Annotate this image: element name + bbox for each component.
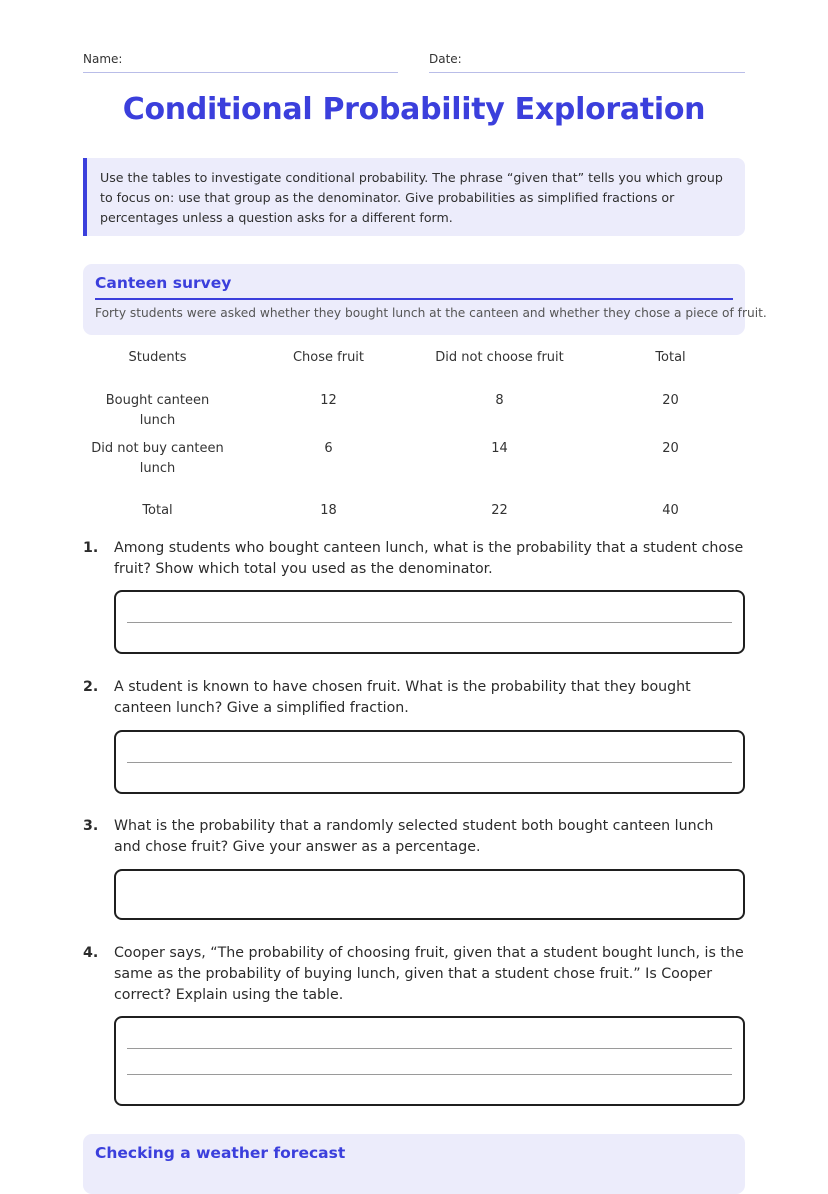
answer-line [127, 622, 732, 623]
answer-box-3[interactable] [114, 869, 745, 920]
question-text: A student is known to have chosen fruit. What is the probability that they bought canteen lunch? Give a simplified fraction. [114, 679, 691, 716]
table-cell: 8 [495, 393, 504, 408]
question-number: 4. [83, 945, 99, 961]
table-header-cell: Students [128, 350, 187, 365]
answer-box-2[interactable] [114, 730, 745, 794]
page-title: Conditional Probability Exploration [122, 92, 706, 127]
table-row [83, 383, 767, 431]
table-cell: 18 [320, 503, 337, 518]
name-label: Name: [83, 52, 123, 66]
two-way-table [83, 340, 767, 531]
table-header-cell: Did not choose fruit [435, 350, 564, 365]
date-field[interactable] [429, 52, 745, 73]
table-cell: 40 [662, 503, 679, 518]
question-text: Cooper says, “The probability of choosing fruit, given that a student bought lunch, is the same as the probability of buying lunch, given that a student chose fruit.” Is Cooper correct? Explain using the table. [114, 945, 744, 1003]
answer-line [127, 1048, 732, 1049]
section-canteen-survey [83, 264, 767, 335]
student-header [83, 52, 745, 73]
section-description: Forty students were asked whether they bought lunch at the canteen and whether they chose a piece of fruit. [95, 306, 767, 320]
answer-box-4[interactable] [114, 1016, 745, 1106]
table-row [83, 431, 767, 493]
table-cell: Did not buy canteen lunch [91, 441, 224, 476]
answer-line [127, 1074, 732, 1075]
name-field[interactable] [83, 52, 398, 73]
table-cell: Total [142, 503, 173, 518]
table-row [83, 493, 767, 531]
answer-box-1[interactable] [114, 590, 745, 654]
question-text: Among students who bought canteen lunch, what is the probability that a student chose fruit? Show which total you used as the denominator. [114, 540, 744, 577]
table-cell: 6 [324, 441, 333, 456]
question-number: 1. [83, 540, 99, 556]
section-weather-forecast [83, 1134, 745, 1194]
table-cell: 12 [320, 393, 337, 408]
table-header-cell: Total [655, 350, 686, 365]
question-number: 3. [83, 818, 99, 834]
instructions-callout: Use the tables to investigate conditional probability. The phrase “given that” tells you which group to focus on: use that group as the denominator. Give probabilities as simplified fractions or percentages unless a question asks for a different form. [83, 158, 745, 236]
section-title: Canteen survey [95, 274, 733, 300]
question-text: What is the probability that a randomly selected student both bought canteen lunch and chose fruit? Give your answer as a percentage. [114, 818, 714, 855]
table-cell: 20 [662, 393, 679, 408]
table-cell: 20 [662, 441, 679, 456]
date-label: Date: [429, 52, 462, 66]
question-number: 2. [83, 679, 99, 695]
table-cell: 22 [491, 503, 508, 518]
table-cell: 14 [491, 441, 508, 456]
table-cell: Bought canteen lunch [105, 393, 210, 428]
section-title: Checking a weather forecast [95, 1144, 346, 1162]
answer-line [127, 762, 732, 763]
table-header-cell: Chose fruit [292, 350, 365, 365]
